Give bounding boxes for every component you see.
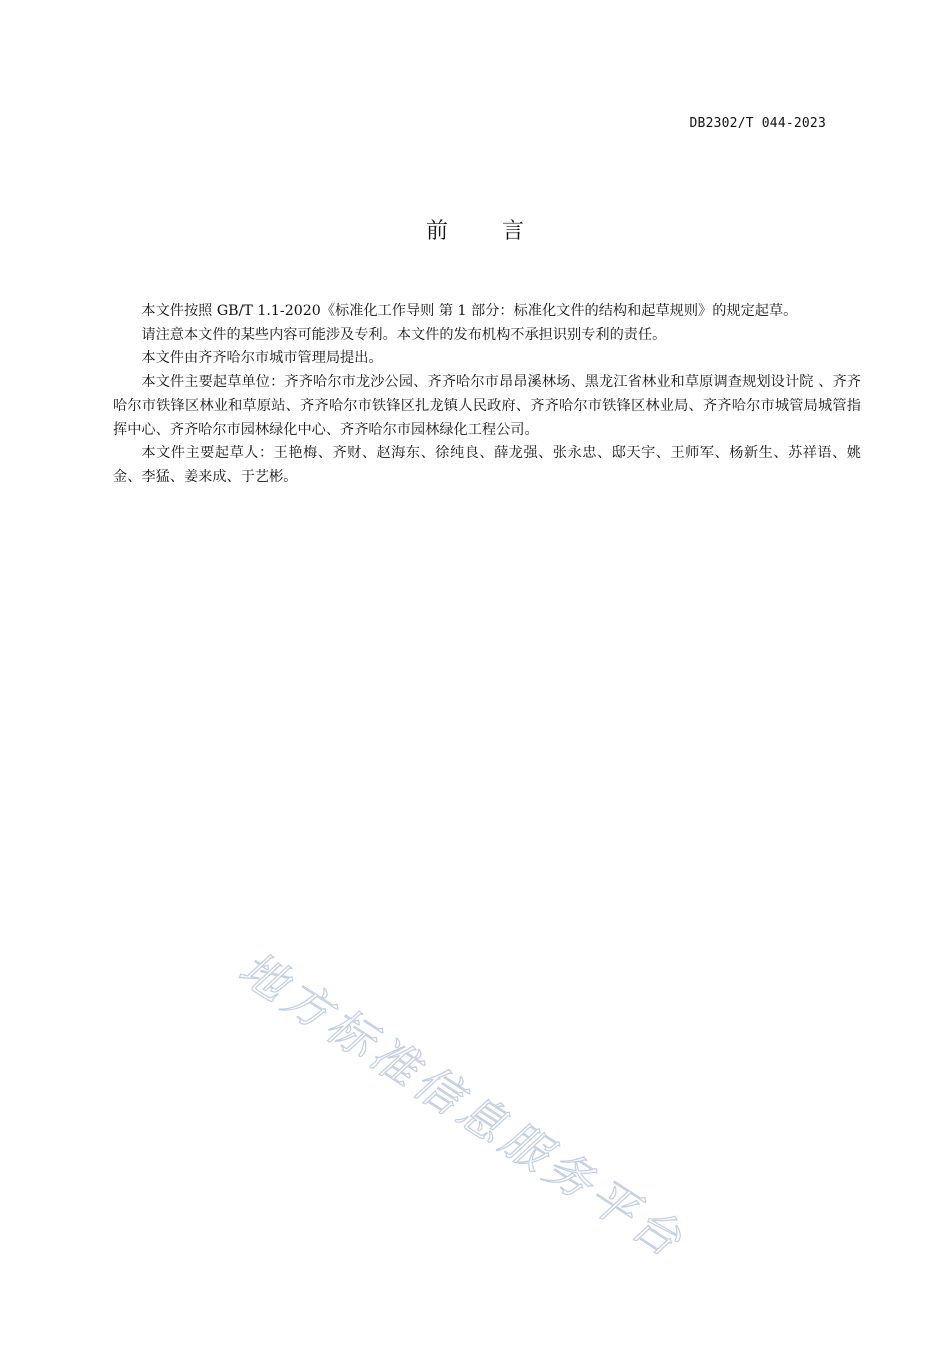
- foreword-body: [113, 300, 861, 490]
- paragraph-patent-notice: 请注意本文件的某些内容可能涉及专利。本文件的发布机构不承担识别专利的责任。: [141, 326, 667, 343]
- paragraph-proposer: 本文件由齐齐哈尔市城市管理局提出。: [141, 350, 383, 367]
- paragraph-drafting-units: 本文件主要起草单位：齐齐哈尔市龙沙公园、齐齐哈尔市昂昂溪林场、黑龙江省林业和草原调查规划设计院 、齐齐哈尔市铁锋区林业和草原站、齐齐哈尔市铁锋区扎龙镇人民政府、齐齐哈尔市铁锋区林业局、齐齐哈尔市城管局城管指挥中心、齐齐哈尔市园林绿化中心、齐齐哈尔市园林绿化工程公司。: [113, 374, 861, 438]
- paragraph-drafting-basis: 本文件按照 GB/T 1.1-2020《标准化工作导则 第 1 部分：标准化文件的结构和起草规则》的规定起草。: [141, 303, 798, 319]
- document-code: DB2302/T 044-2023: [689, 116, 826, 131]
- watermark: 地方标准信息服务平台: [229, 940, 696, 1270]
- page-title: 前言: [425, 219, 578, 244]
- paragraph-drafters: 本文件主要起草人：王艳梅、齐财、赵海东、徐纯良、薛龙强、张永忠、邸天宇、王师军、杨新生、苏祥语、姚金、李猛、姜来成、于艺彬。: [113, 445, 861, 485]
